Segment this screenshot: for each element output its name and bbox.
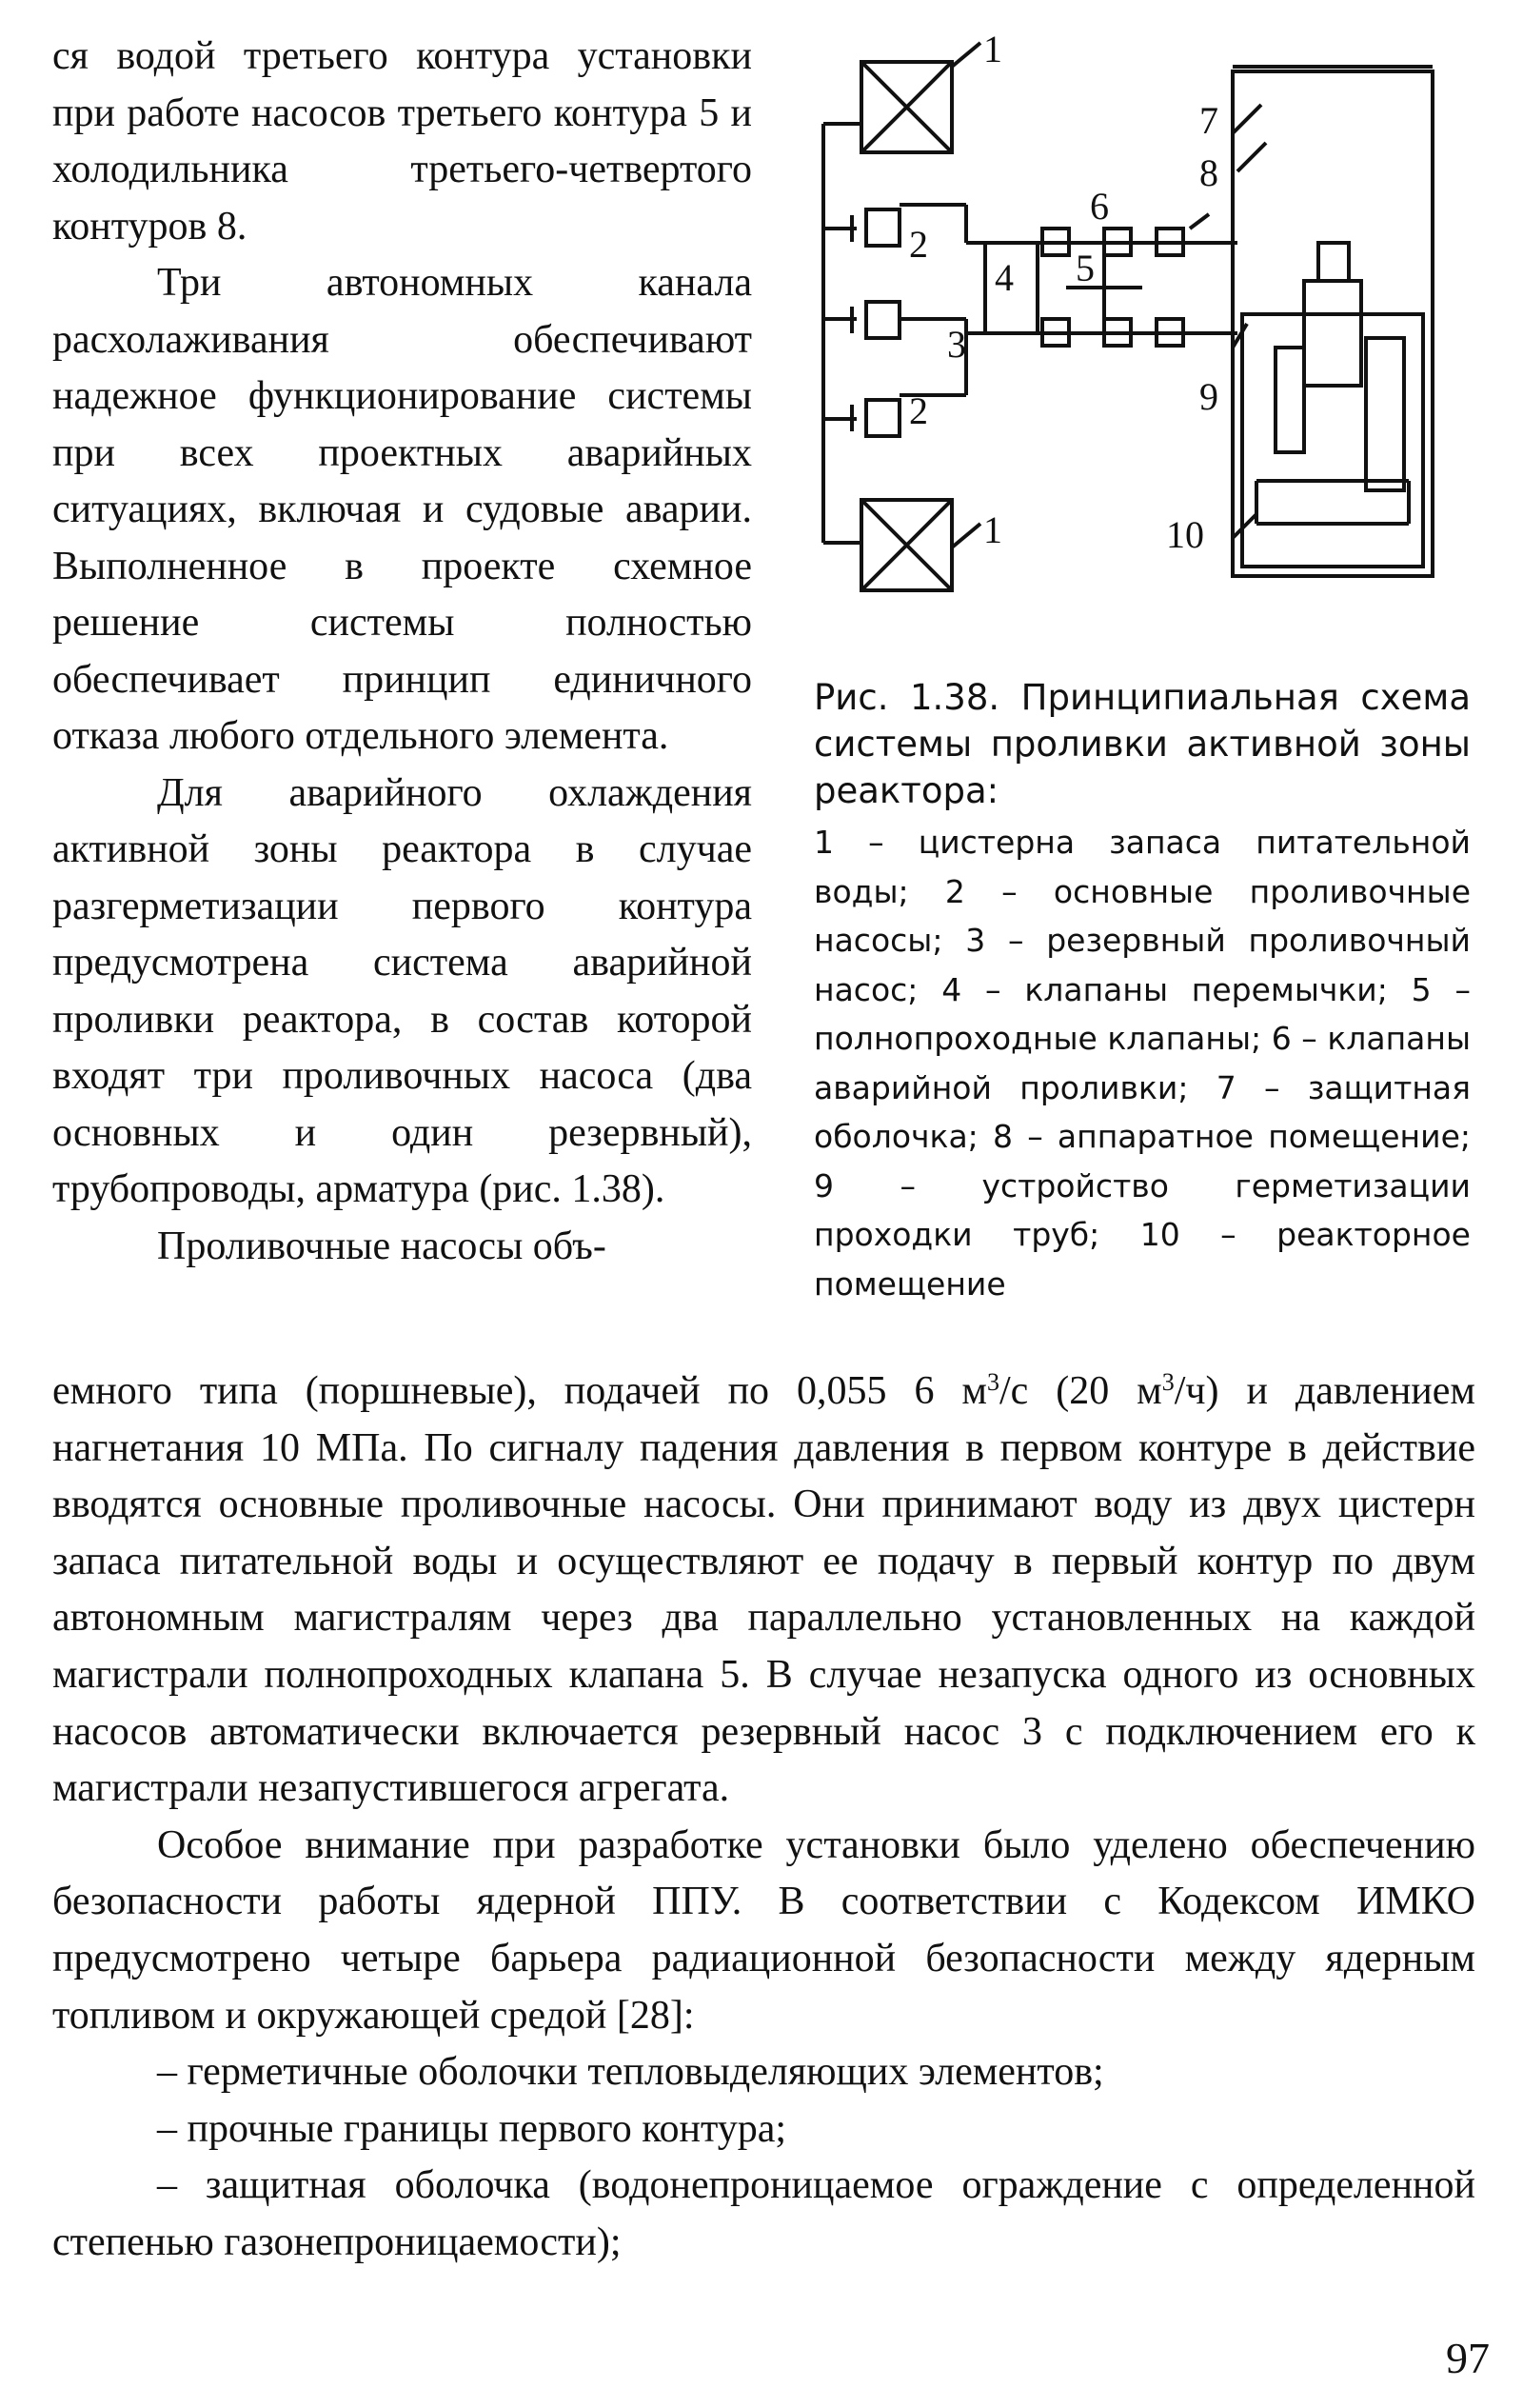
paragraph-3: Для аварийного охлаждения активной зоны реактора в случае разгерметизации первого контура предусмотрена система аварийной проливки реактора, в состав которой входят три проливочных насоса (два основных и один резервный), трубопроводы, арматура (рис. 1.38). [52, 770, 752, 1211]
fig-label-3: 3 [947, 323, 966, 366]
list-item-3: – защитная оболочка (водонепроницаемое ограждение с определенной степенью газонепроницаемости); [52, 2163, 1475, 2264]
p4-superscript-1: 3 [986, 1368, 999, 1396]
steam-generator [1366, 338, 1404, 490]
list-item-1: – герметичные оболочки тепловыделяющих элементов; [157, 2050, 1104, 2095]
fig-label-6: 6 [1090, 185, 1109, 228]
paragraph-4-start: Проливочные насосы объ- [157, 1224, 606, 1268]
fig-label-9: 9 [1199, 375, 1218, 418]
fig-label-4: 4 [995, 256, 1014, 299]
fig-label-5: 5 [1076, 247, 1095, 289]
reactor-spray-system-diagram [800, 29, 1466, 638]
p4-text-b: /с (20 м [999, 1369, 1162, 1413]
pump-3 [866, 302, 900, 338]
reactor-room [1242, 314, 1423, 567]
fig-label-10: 10 [1166, 513, 1204, 556]
fig-label-2-bottom: 2 [909, 389, 928, 432]
page-number: 97 [1446, 2334, 1490, 2382]
fig-label-7: 7 [1199, 99, 1218, 142]
p4-superscript-2: 3 [1161, 1368, 1175, 1396]
pump-2-bottom [866, 400, 900, 436]
left-text-column [52, 29, 752, 1275]
pump-2-top [866, 209, 900, 246]
list-item-2: – прочные границы первого контура; [157, 2106, 787, 2151]
fig-label-2-top: 2 [909, 223, 928, 266]
paragraph-5: Особое внимание при разработке установки было уделено обеспечению безопасности работы ядерной ППУ. В соответствии с Кодексом ИМКО предусмотрено четыре барьера радиационной безопасности между ядерным топливом и окружающей средой [28]: [52, 1822, 1475, 2038]
paragraph-4-continued [52, 1363, 1475, 1818]
fig-label-8: 8 [1199, 151, 1218, 194]
figure-diagram [800, 29, 1466, 638]
p4-text-a: емного типа (поршневые), подачей по 0,055 6 м [52, 1369, 987, 1413]
caption-title: Рис. 1.38. Принципиальная схема системы проливки активной зоны реактора: [814, 677, 1471, 811]
full-width-text [52, 1363, 1475, 2272]
fig-label-1-bottom: 1 [983, 508, 1002, 551]
caption-legend: 1 – цистерна запаса питательной воды; 2 – основные проливочные насосы; 3 – резервный проливочный насос; 4 – клапаны перемычки; 5 – полнопроходные клапаны; 6 – клапаны аварийной проливки; 7 – защитная оболочка; 8 – аппаратное помещение; 9 – устройство герметизации проходки труб; 10 – реакторное помещение [814, 824, 1471, 1303]
figure-caption [814, 674, 1471, 1308]
paragraph-1: ся водой третьего контура установки при работе насосов третьего контура 5 и холодильника третьего-четвертого контуров 8. [52, 34, 752, 249]
paragraph-2: Три автономных канала расхолаживания обеспечивают надежное функционирование системы при всех проектных аварийных ситуациях, включая и судовые аварии. Выполненное в проекте схемное решение системы полностью обеспечивает принцип единичного отказа любого отдельного элемента. [52, 261, 752, 758]
p4-text-c: /ч) и давлением нагнетания 10 МПа. По сигналу падения давления в первом контуре в действие вводятся основные проливочные насосы. Они принимают воду из двух цистерн запаса питательной воды и осуществляют ее подачу в первый контур по двум автономным магистралям через два параллельно установленных на каждой магистрали полнопроходных клапана 5. В случае незапуска одного из основных насосов автоматически включается резервный насос 3 с подключением его к магистрали незапустившегося агрегата. [52, 1369, 1475, 1811]
fig-label-1-top: 1 [983, 29, 1002, 70]
reactor-vessel [1304, 281, 1361, 386]
